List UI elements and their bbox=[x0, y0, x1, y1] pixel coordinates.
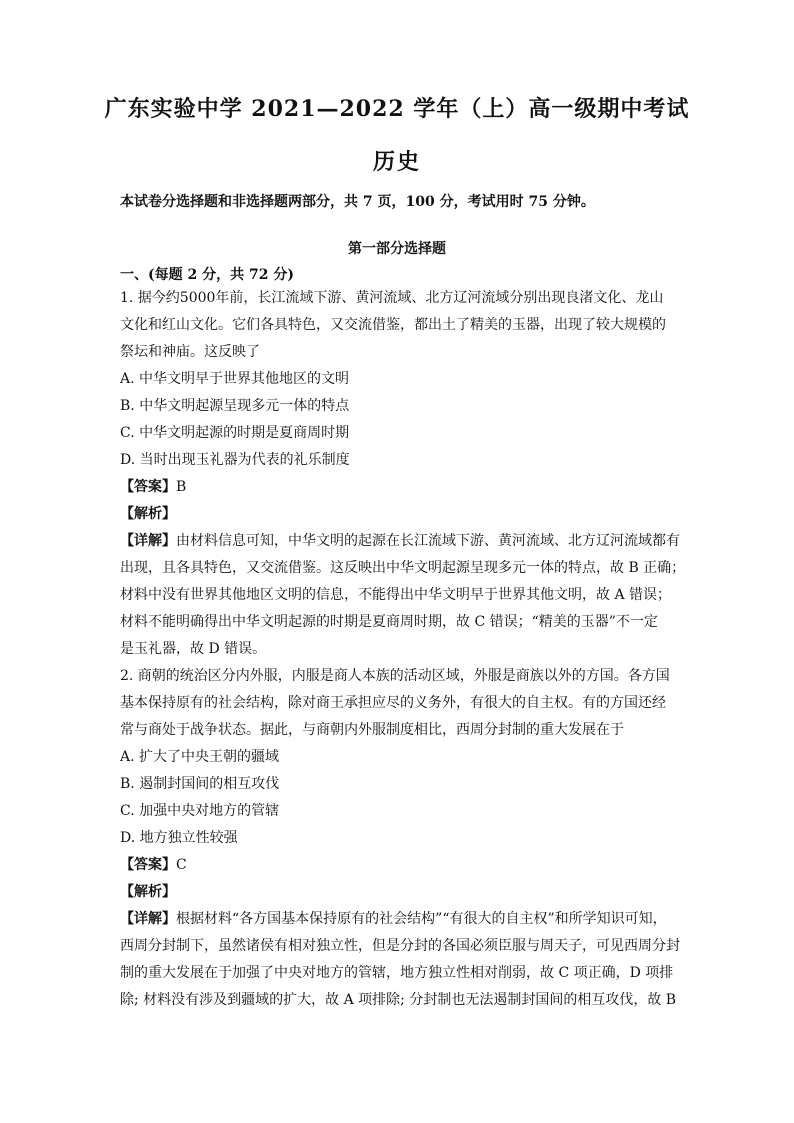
section-title: 一、(每题 2 分，共 72 分) bbox=[120, 267, 294, 283]
option-d: D. 地方独立性较强 bbox=[120, 830, 238, 846]
question-stem-line: 2. 商朝的统治区分内外服，内服是商人本族的活动区域，外服是商族以外的方国。各方国 bbox=[120, 668, 670, 684]
question-2 bbox=[120, 663, 680, 1014]
question-1 bbox=[120, 285, 686, 663]
answer-value: C bbox=[176, 857, 187, 873]
question-stem-line: 常与商处于战争状态。据此，与商朝内外服制度相比，西周分封制的重大发展在于 bbox=[120, 722, 624, 738]
analysis-label: 【解析】 bbox=[120, 506, 176, 522]
detail-line: 出现，且各具特色，又交流借鉴。这反映出中华文明起源呈现多元一体的特点，故 B 正确； bbox=[120, 560, 686, 576]
option-b: B. 中华文明起源呈现多元一体的特点 bbox=[120, 398, 350, 414]
detail-label: 【详解】 bbox=[120, 533, 176, 549]
detail-line bbox=[120, 906, 680, 933]
exam-instructions: 本试卷分选择题和非选择题两部分，共 7 页，100 分，考试用时 75 分钟。 bbox=[120, 194, 595, 210]
question-content bbox=[120, 285, 686, 1014]
detail-line: 材料中没有世界其他地区文明的信息，不能得出中华文明早于世界其他文明，故 A 错误； bbox=[120, 587, 672, 603]
detail-text: 根据材料“各方国基本保持原有的社会结构”“有很大的自主权”和所学知识可知， bbox=[176, 911, 667, 927]
answer-value: B bbox=[176, 479, 187, 495]
answer-label: 【答案】 bbox=[120, 857, 176, 873]
detail-label: 【详解】 bbox=[120, 911, 176, 927]
detail-line: 制的重大发展在于加强了中央对地方的管辖，地方独立性相对削弱，故 C 项正确，D 项排 bbox=[120, 965, 674, 981]
option-c: C. 中华文明起源的时期是夏商周时期 bbox=[120, 425, 350, 441]
analysis-label: 【解析】 bbox=[120, 884, 176, 900]
detail-line: 是玉礼器，故 D 错误。 bbox=[120, 641, 267, 657]
answer-label: 【答案】 bbox=[120, 479, 176, 495]
option-b: B. 遏制封国间的相互攻伐 bbox=[120, 776, 280, 792]
answer-line bbox=[120, 474, 680, 501]
question-stem-line: 文化和红山文化。它们各具特色，又交流借鉴，都出土了精美的玉器，出现了较大规模的 bbox=[120, 317, 666, 333]
option-a: A. 中华文明早于世界其他地区的文明 bbox=[120, 371, 350, 387]
option-a: A. 扩大了中央王朝的疆域 bbox=[120, 749, 280, 765]
question-stem-line: 1. 据今约5000年前，长江流域下游、黄河流域、北方辽河流域分别出现良渚文化、龙山 bbox=[120, 290, 664, 306]
part-title: 第一部分选择题 bbox=[348, 241, 446, 257]
answer-line bbox=[120, 852, 680, 879]
subject-title: 历史 bbox=[372, 149, 421, 175]
detail-line: 西周分封制下，虽然诸侯有相对独立性，但是分封的各国必须臣服与周天子，可见西周分封 bbox=[120, 938, 680, 954]
question-stem-line: 祭坛和神庙。这反映了 bbox=[120, 344, 260, 360]
option-c: C. 加强中央对地方的管辖 bbox=[120, 803, 280, 819]
detail-text: 由材料信息可知，中华文明的起源在长江流域下游、黄河流域、北方辽河流域都有 bbox=[176, 533, 680, 549]
exam-title: 广东实验中学 2021—2022 学年（上）高一级期中考试 bbox=[104, 96, 690, 122]
detail-line bbox=[120, 528, 680, 555]
option-d: D. 当时出现玉礼器为代表的礼乐制度 bbox=[120, 452, 350, 468]
question-stem-line: 基本保持原有的社会结构，除对商王承担应尽的义务外，有很大的自主权。有的方国还经 bbox=[120, 695, 666, 711]
detail-line: 材料不能明确得出中华文明起源的时期是夏商周时期，故 C 错误；“精美的玉器”不一定 bbox=[120, 614, 658, 630]
detail-line: 除; 材料没有涉及到疆域的扩大，故 A 项排除; 分封制也无法遏制封国间的相互攻伐，故 B bbox=[120, 992, 677, 1008]
